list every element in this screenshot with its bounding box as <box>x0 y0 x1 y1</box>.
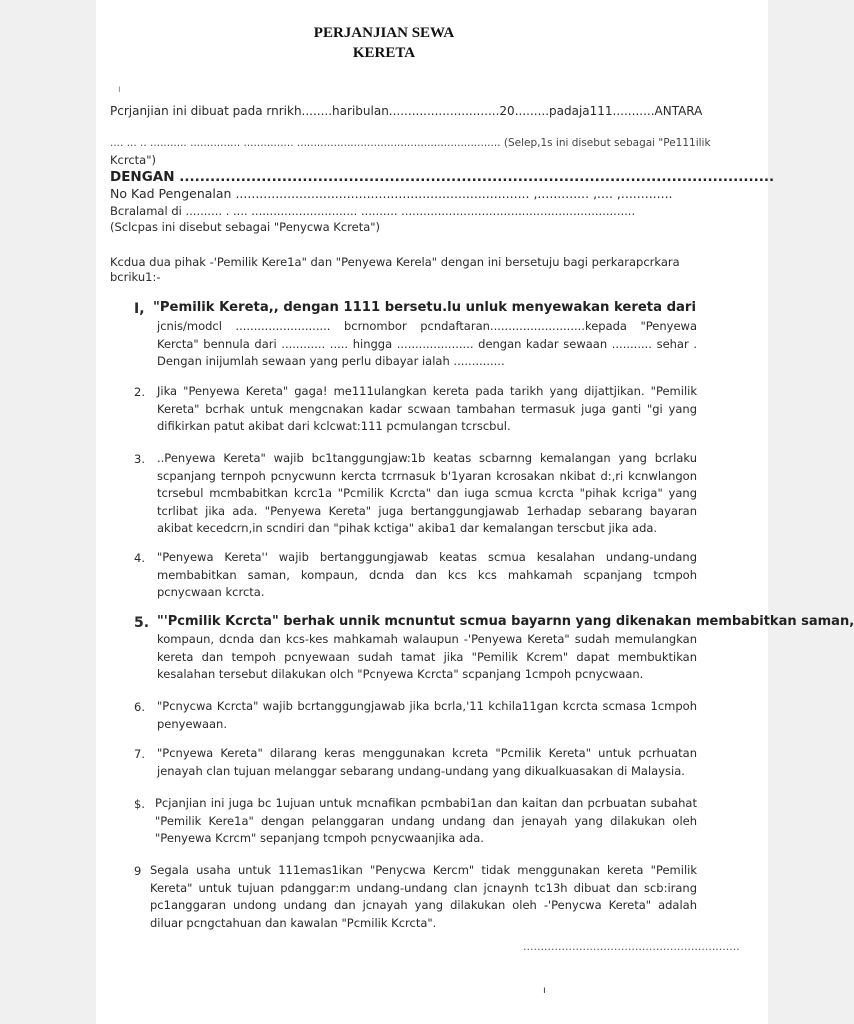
clause-1-heading: "Pemilik Kereta,, dengan 1111 bersetu.lu unluk menyewakan kereta dari <box>153 300 696 315</box>
clause-7-body: "Pcnyewa Kereta" dilarang keras menggunakan kcreta "Pcmilik Kereta" untuk pcrhuatan jenayah clan tujuan melanggar sebarang undang-undang yang dikualkuasakan di Malaysia. <box>157 746 697 778</box>
clause-3-body: ..Penyewa Kereta" wajib bc1tanggungjaw:1b keatas scbarnng kemalangan yang bcrlaku scpanjang ternpoh pcnycwunn kercta tcrrnasuk b'1yaran kcrosakan nkibat d:,ri kcnwlangon tcrsebul mcmbabitkan kcrc1a "Pcmilik Kcrcta" dan iuga scmua kcrcta "pihak kcriga" yang tcrlibat jika ada. "Penyewa Kereta" juga bertanggungjawab 1erhadap sebarang bayaran akibat kecedcrn,in scndiri dan "pihak kctiga" akiba1 dar kemalangan terscbut jika ada. <box>157 451 697 535</box>
renter-label-line: (Sclcpas ini disebut sebagai "Penycwa Kcreta") <box>110 220 381 234</box>
title-line-2: KERETA <box>352 45 416 61</box>
clause-1-number: I, <box>134 301 145 317</box>
clause-6-number: 6. <box>134 700 145 714</box>
clause-4-number: 4. <box>134 551 145 565</box>
address-line: Bcralamal di .......... . .... ............................. .......... ................................................................ <box>110 204 636 218</box>
agreement-intro-line-1: Kcdua dua pihak -'Pemilik Kere1a" dan "Penyewa Kerela" dengan ini bersetuju bagi perkarapcrkara <box>110 255 680 269</box>
clause-7-number: 7. <box>134 747 145 761</box>
clause-3-number: 3. <box>134 452 145 466</box>
clause-1-body: jcnis/modcl .......................... bcrnombor pcndaftaran..........................kepada "Penyewa Kercta" bennula dari ............ ..... hingga ..................... dengan kadar sewaan ........... sehar . Dengan inijumlah sewaan yang perlu dibayar ialah .............. <box>157 319 697 368</box>
agreement-intro-line-2: bcriku1:- <box>110 270 161 284</box>
clause-2-body: Jika "Penyewa Kereta" gaga! me111ulangkan kereta pada tarikh yang dijattjikan. "Pemilik Kereta" bcrhak untuk mengcnakan kadar scwaan tambahan termasuk juga ganti "gi yang difikirkan patut akibat dari kclcwat:111 pcmulangan tcrscbul. <box>157 384 697 433</box>
title-line-1: PERJANJIAN SEWA <box>313 25 455 41</box>
ic-number-line: No Kad Pengenalan .......................................................................... ,............. ,.... ,............. <box>110 186 673 201</box>
clause-4-body: "Penyewa Kereta'' wajib bertanggungjawab keatas scmua kesalahan undang-undang membabitkan saman, kompaun, dcnda dan kcs kcs mahkamah scpanjang tcmpoh pcnycwaan kcrcta. <box>157 550 697 599</box>
agreement-date-line: Pcrjanjian ini dibuat pada rnrikh........haribulan.............................20.........padaja111...........ANTARA <box>110 104 703 118</box>
clause-5-heading: "'Pcmilik Kcrcta" berhak unnik mcnuntut scmua bayarnn yang dikenakan membabitkan saman, <box>157 614 854 629</box>
clause-6-body: "Pcnycwa Kcrcta" wajib bcrtanggungjawab jika bcrla,'11 kchila11gan kcrcta scmasa 1cmpoh penyewaan. <box>157 699 697 731</box>
scan-speck: ı <box>118 84 121 95</box>
dengan-line: DENGAN .................................................................................................................... <box>110 169 775 185</box>
clause-5-number: 5. <box>134 615 150 631</box>
clause-9-number: 9 <box>134 864 142 878</box>
clause-5-body: kompaun, dcnda dan kcs-kes mahkamah walaupun -'Penyewa Kereta" sudah memulangkan kereta dan tempoh pcnyewaan sudah tamat jika "Pemilik Kcrem" dapat membuktikan kesalahan tersebut dilakukan olch "Pcnyewa Kcrcta" scpanjang 1cmpoh pcnycwaan. <box>157 632 697 681</box>
clause-8-number: $. <box>134 797 145 811</box>
clause-8-body: Pcjanjian ini juga bc 1ujuan untuk mcnafikan pcmbabi1an dan kaitan dan pcrbuatan subahat "Pemilik Kere1a" dengan pelanggaran undang undang dan jenayah yang dilakukan oleh "Penyewa Kcrcm" sepanjang tcmpoh pcnycwaanjika ada. <box>155 796 697 845</box>
scan-speck: ı <box>543 985 546 996</box>
owner-label-line: Kcrcta") <box>110 153 156 167</box>
signature-line: .............................................................. <box>523 940 740 953</box>
clause-9-body: Segala usaha untuk 111emas1ikan "Penycwa Kercm" tidak menggunakan kereta "Pemilik Kereta" untuk tujuan pdanggar:m undang-undang clan jcnaynh tc13h dibuat dan scb:irang pc1anggaran undong undang dan jcnayah yang dilakukan oleh -'Penycwa Kereta" adalah diluar pcngctahuan dan kawalan "Pcmilik Kcrcta". <box>150 863 697 930</box>
clause-2-number: 2. <box>134 385 145 399</box>
owner-name-line: .... ... .. ........... ............... ............... ............................................................. (Selep,1s ini disebut sebagai "Pe111ilik <box>110 137 711 149</box>
